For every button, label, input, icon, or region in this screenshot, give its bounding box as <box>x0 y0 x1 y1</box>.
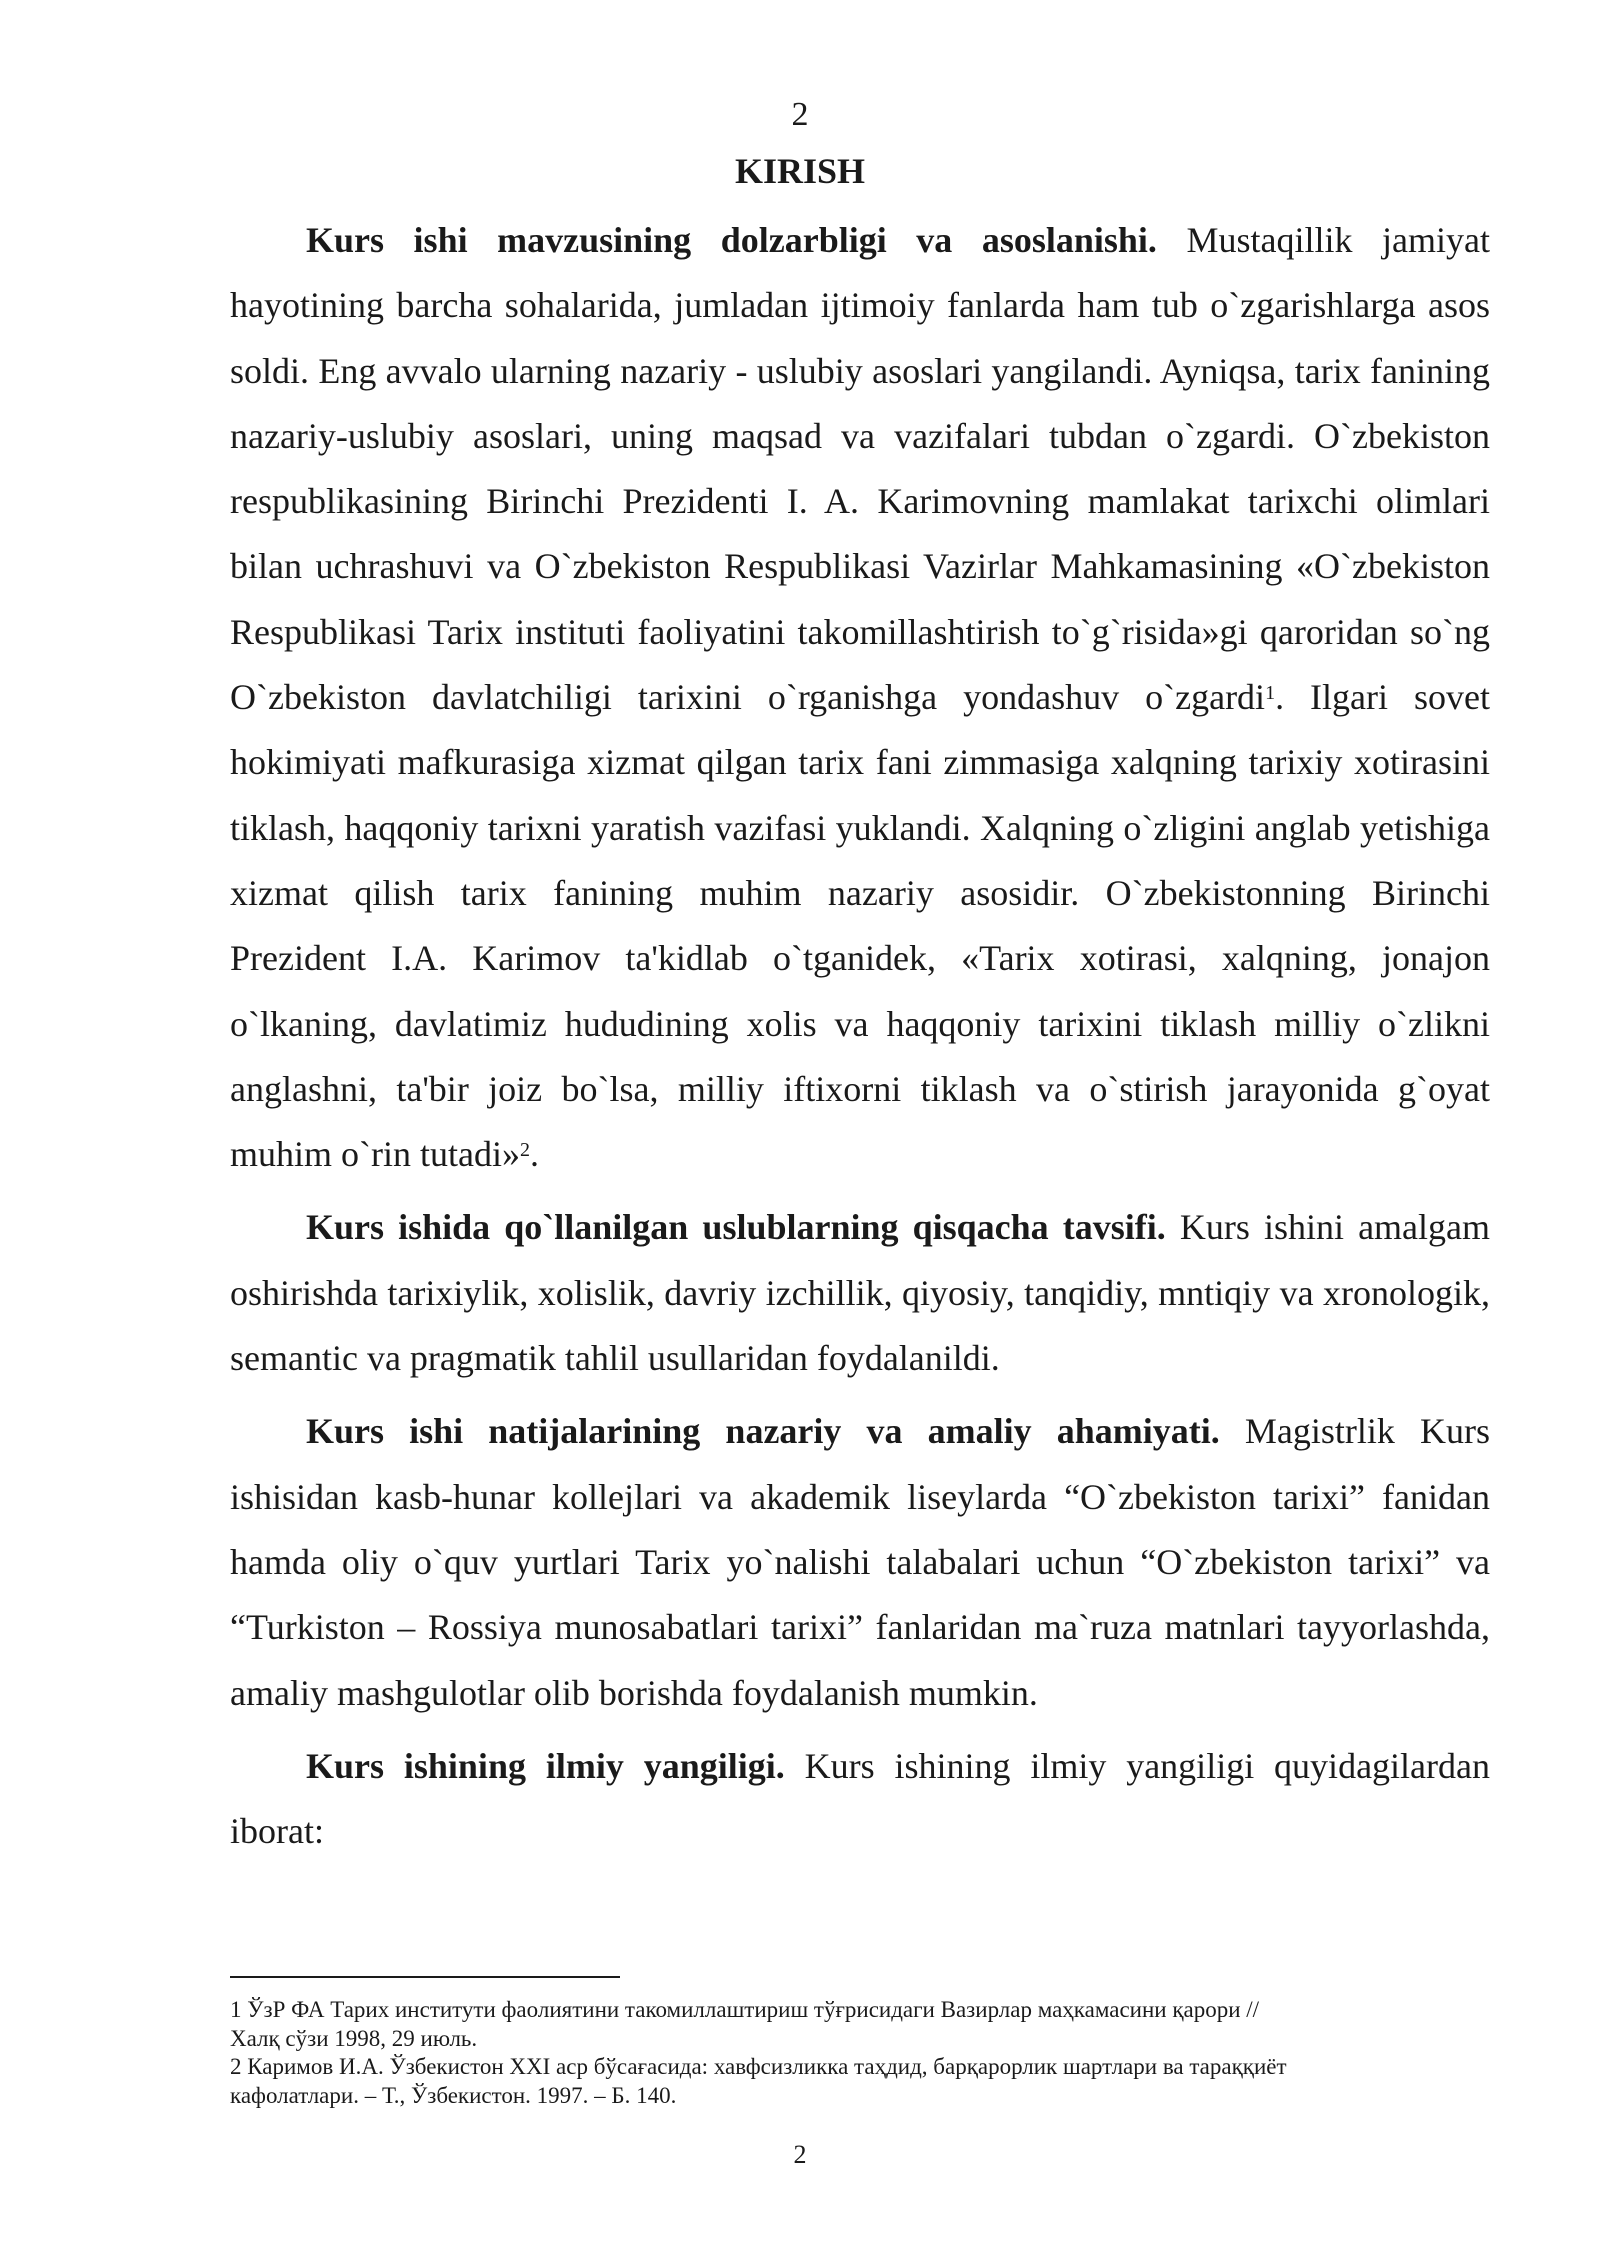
paragraph-methods <box>230 1195 1490 1391</box>
footnote-ref-1[interactable]: 1 <box>1265 682 1276 705</box>
footnote-line: 2 Каримов И.А. Ўзбекистон XXI аср бўсағасида: хавфсизликка таҳдид, барқарорлик шартлари ва тараққиёт <box>230 2054 1287 2079</box>
page-number-top: 2 <box>791 96 809 133</box>
footnote-line: Халқ сўзи 1998, 29 июль. <box>230 2025 478 2051</box>
paragraph-text: Magistrlik Kurs ishisidan kasb-hunar kollejlari va akademik liseylarda “O`zbekiston tarixi” fanidan hamda oliy o`quv yurtlari Tarix yo`nalishi talabalari uchun “O`zbekiston tarixi” va “Turkiston – Rossiya munosabatlari tarixi” fanlaridan ma`ruza matnlari tayyorlashda, amaliy mashgulotlar olib borishda foydalanish mumkin. <box>230 1411 1490 1713</box>
paragraph-lead: Kurs ishi natijalarining nazariy va amaliy ahamiyati. <box>306 1411 1220 1452</box>
footnotes <box>230 1996 1490 2110</box>
paragraph-text: . Ilgari sovet hokimiyati mafkurasiga xizmat qilgan tarix fani zimmasiga xalqning tarixiy xotirasini tiklash, haqqoniy tarixni yaratish vazifasi yuklandi. Xalqning o`zligini anglab yetishiga xizmat qilish tarix fanining muhim nazariy asosidir. O`zbekistonning Birinchi Prezident I.A. Karimov ta'kidlab o`tganidek, «Tarix xotirasi, xalqning, jonajon o`lkaning, davlatimiz hududining xolis va haqqoniy tarixini tiklash milliy o`zlikni anglashni, ta'bir joiz bo`lsa, milliy iftixorni tiklash va o`stirish jarayonida g`oyat muhim o`rin tutadi» <box>230 677 1490 1175</box>
footnote-2 <box>230 2053 1490 2110</box>
paragraph-text: . <box>529 1134 539 1175</box>
paragraph-text: Mustaqillik jamiyat hayotining barcha sohalarida, jumladan ijtimoiy fanlarda ham tub o`zgarishlarga asos soldi. Eng avvalo ularning nazariy - uslubiy asoslari yangilandi. Ayniqsa, tarix fanining nazariy-uslubiy asoslari, uning maqsad va vazifalari tubdan o`zgardi. O`zbekiston respublikasining Birinchi Prezidenti I. A. Karimovning mamlakat tarixchi olimlari bilan uchrashuvi va O`zbekiston Respublikasi Vazirlar Mahkamasining «O`zbekiston Respublikasi Tarix instituti faoliyatini takomillashtirish to`g`risida»gi qaroridan so`ng O`zbekiston davlatchiligi tarixini o`rganishga yondashuv o`zgardi <box>230 220 1490 718</box>
body-text <box>230 208 1490 1864</box>
paragraph-lead: Kurs ishi mavzusining dolzarbligi va asoslanishi. <box>306 220 1157 260</box>
footnote-ref-2[interactable]: 2 <box>519 1139 530 1162</box>
paragraph-text: Kurs ishini amalgam oshirishda tarixiylik, xolislik, davriy izchillik, qiyosiy, tanqidiy, mntiqiy va xronologik, semantic va pragmatik tahlil usullaridan foydalanildi. <box>230 1207 1491 1379</box>
footnote-line: кафолатлари. – Т., Ўзбекистон. 1997. – Б. 140. <box>230 2082 677 2108</box>
paragraph-text: Kurs ishining ilmiy yangiligi quyidagilardan iborat: <box>230 1745 1490 1852</box>
section-heading: KIRISH <box>734 151 866 191</box>
paragraph-novelty <box>230 1734 1490 1865</box>
footnote-separator <box>230 1976 620 1978</box>
page-number-bottom: 2 <box>793 2140 807 2169</box>
paragraph-lead: Kurs ishining ilmiy yangiligi. <box>306 1745 785 1786</box>
paragraph-relevance <box>230 208 1490 1187</box>
paragraph-lead: Kurs ishida qo`llanilgan uslublarning qisqacha tavsifi. <box>306 1207 1166 1248</box>
footnote-line: 1 ЎзР ФА Тарих институти фаолиятини такомиллаштириш тўғрисидаги Вазирлар маҳкамасини қарори // <box>230 1997 1260 2022</box>
footnote-1 <box>230 1996 1490 2053</box>
paragraph-significance <box>230 1399 1490 1725</box>
